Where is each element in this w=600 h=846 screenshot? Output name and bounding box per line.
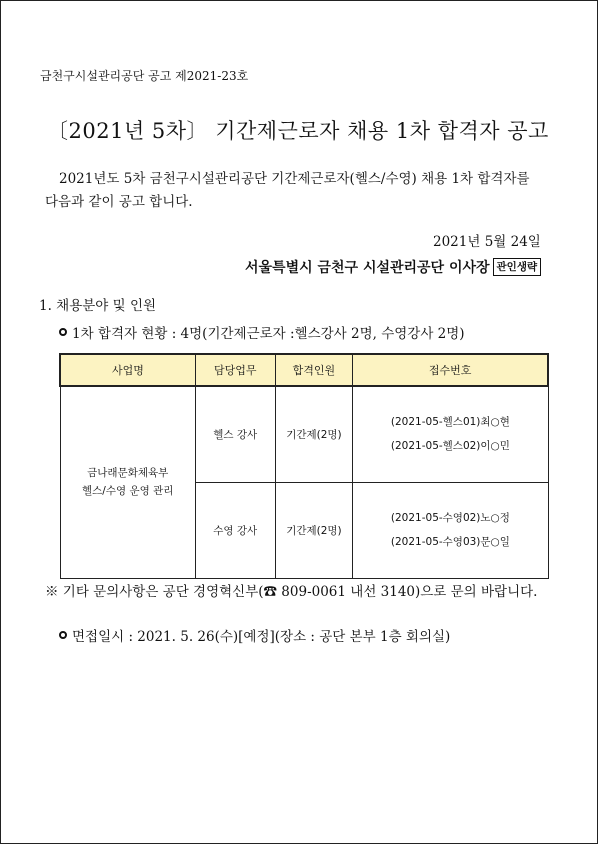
receipt-number: (2021-05-헬스01)최○현	[390, 416, 510, 429]
duty-cell: 수영 강사	[195, 482, 275, 578]
header-business: 사업명	[60, 354, 195, 386]
business-cell	[60, 386, 195, 578]
notice-date: 2021년 5월 24일	[433, 234, 541, 250]
page-title: 〔2021년 5차〕 기간제근로자 채용 1차 합격자 공고	[47, 119, 549, 143]
intro-line-1: 2021년도 5차 금천구시설관리공단 기간제근로자(헬스/수영) 채용 1차 합격자를	[59, 171, 530, 187]
issuer-block	[245, 257, 541, 277]
business-line-2: 헬스/수영 운영 관리	[82, 485, 174, 498]
summary-line	[59, 322, 465, 342]
header-duty: 담당업무	[195, 354, 275, 386]
result-table	[59, 353, 549, 579]
table-row	[60, 386, 548, 482]
receipt-cell	[353, 386, 548, 482]
count-cell: 기간제(2명)	[275, 386, 353, 482]
circle-bullet-icon	[59, 631, 67, 639]
summary-text: 1차 합격자 현황 : 4명(기간제근로자 :헬스강사 2명, 수영강사 2명)	[72, 326, 465, 342]
official-seal-stamp: 관인생략	[493, 258, 542, 276]
section-1-heading: 1. 채용분야 및 인원	[39, 298, 157, 314]
duty-cell: 헬스 강사	[195, 386, 275, 482]
receipt-number: (2021-05-수영03)문○일	[390, 536, 510, 548]
interview-text: 면접일시 : 2021. 5. 26(수)[예정](장소 : 공단 본부 1층 회의실)	[72, 629, 451, 645]
inquiry-note: ※ 기타 문의사항은 공단 경영혁신부(☎ 809-0061 내선 3140)으로 문의 바랍니다.	[45, 584, 538, 600]
table-header-row	[60, 354, 548, 386]
issuer-name: 서울특별시 금천구 시설관리공단 이사장	[245, 260, 490, 276]
header-count: 합격인원	[275, 354, 353, 386]
notice-number: 금천구시설관리공단 공고 제2021-23호	[40, 69, 249, 83]
header-receipt: 접수번호	[353, 354, 548, 386]
receipt-number: (2021-05-헬스02)이○민	[390, 440, 510, 453]
receipt-number: (2021-05-수영02)노○정	[390, 512, 510, 524]
intro-line-2: 다음과 같이 공고 합니다.	[45, 194, 193, 210]
interview-line	[59, 625, 450, 645]
business-line-1: 금나래문화체육부	[87, 467, 169, 480]
circle-bullet-icon	[59, 328, 67, 336]
count-cell: 기간제(2명)	[275, 482, 353, 578]
receipt-cell	[353, 482, 548, 578]
